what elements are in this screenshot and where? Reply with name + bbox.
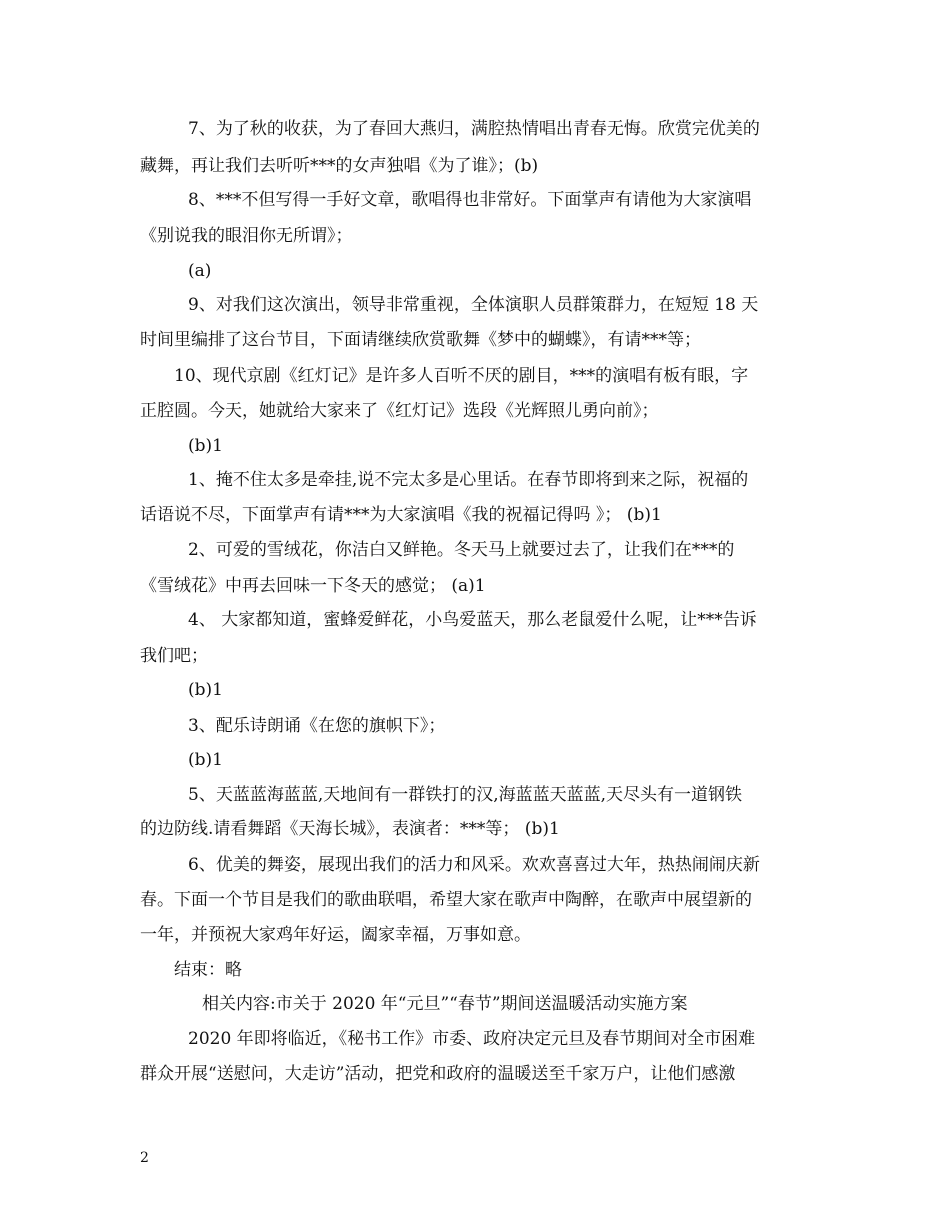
text-line: (a) xyxy=(188,261,212,281)
page-number: 2 xyxy=(140,1150,149,1166)
text-line: (b)1 xyxy=(188,750,223,770)
text-line: 春。下面一个节目是我们的歌曲联唱，希望大家在歌声中陶醉，在歌声中展望新的 xyxy=(140,890,752,910)
text-line: 7、为了秋的收获，为了春回大燕归，满腔热情唱出青春无悔。欣赏完优美的 xyxy=(188,119,760,139)
text-line: 5、天蓝蓝海蓝蓝,天地间有一群铁打的汉,海蓝蓝天蓝蓝,天尽头有一道钢铁 xyxy=(188,785,743,805)
text-line: 《别说我的眼泪你无所谓》； xyxy=(140,226,353,246)
text-line: 时间里编排了这台节目，下面请继续欣赏歌舞《梦中的蝴蝶》，有请***等； xyxy=(140,330,701,350)
text-line: 10、现代京剧《红灯记》是许多人百听不厌的剧目，***的演唱有板有眼，字 xyxy=(174,366,749,386)
text-line: 的边防线.请看舞蹈《天海长城》，表演者：***等； (b)1 xyxy=(140,819,560,839)
text-line: 《雪绒花》中再去回味一下冬天的感觉； (a)1 xyxy=(140,576,486,596)
text-line: 话语说不尽，下面掌声有请***为大家演唱《我的祝福记得吗 》； (b)1 xyxy=(140,505,662,525)
text-line: 6、优美的舞姿，展现出我们的活力和风采。欢欢喜喜过大年，热热闹闹庆新 xyxy=(188,855,760,875)
text-line: 2020 年即将临近，《秘书工作》市委、政府决定元旦及春节期间对全市困难 xyxy=(188,1029,756,1049)
text-line: (b)1 xyxy=(188,436,223,456)
text-line: 结束：略 xyxy=(174,960,242,980)
text-line: 正腔圆。今天，她就给大家来了《红灯记》选段《光辉照儿勇向前》； xyxy=(140,401,659,421)
text-line: 2、可爱的雪绒花，你洁白又鲜艳。冬天马上就要过去了，让我们在***的 xyxy=(188,540,735,560)
text-line: 8、***不但写得一手好文章，歌唱得也非常好。下面掌声有请他为大家演唱 xyxy=(188,190,752,210)
text-line: 一年，并预祝大家鸡年好运，阖家幸福，万事如意。 xyxy=(140,925,531,945)
text-line: 1、掩不住太多是牵挂,说不完太多是心里话。在春节即将到来之际，祝福的 xyxy=(188,470,749,490)
text-line: 藏舞，再让我们去听听***的女声独唱《为了谁》；(b) xyxy=(140,156,539,176)
text-line: 4、 大家都知道，蜜蜂爱鲜花，小鸟爱蓝天，那么老鼠爱什么呢，让***告诉 xyxy=(188,610,757,630)
text-line: (b)1 xyxy=(188,680,223,700)
text-line: 9、对我们这次演出，领导非常重视，全体演职人员群策群力，在短短 18 天 xyxy=(188,295,759,315)
text-line: 3、配乐诗朗诵《在您的旗帜下》； xyxy=(188,716,446,736)
text-line: 相关内容:市关于 2020 年“元旦”“春节”期间送温暖活动实施方案 xyxy=(202,994,688,1014)
text-line: 我们吧； xyxy=(140,646,208,666)
text-line: 群众开展“送慰问，大走访”活动，把党和政府的温暖送至千家万户，让他们感激 xyxy=(140,1064,736,1084)
